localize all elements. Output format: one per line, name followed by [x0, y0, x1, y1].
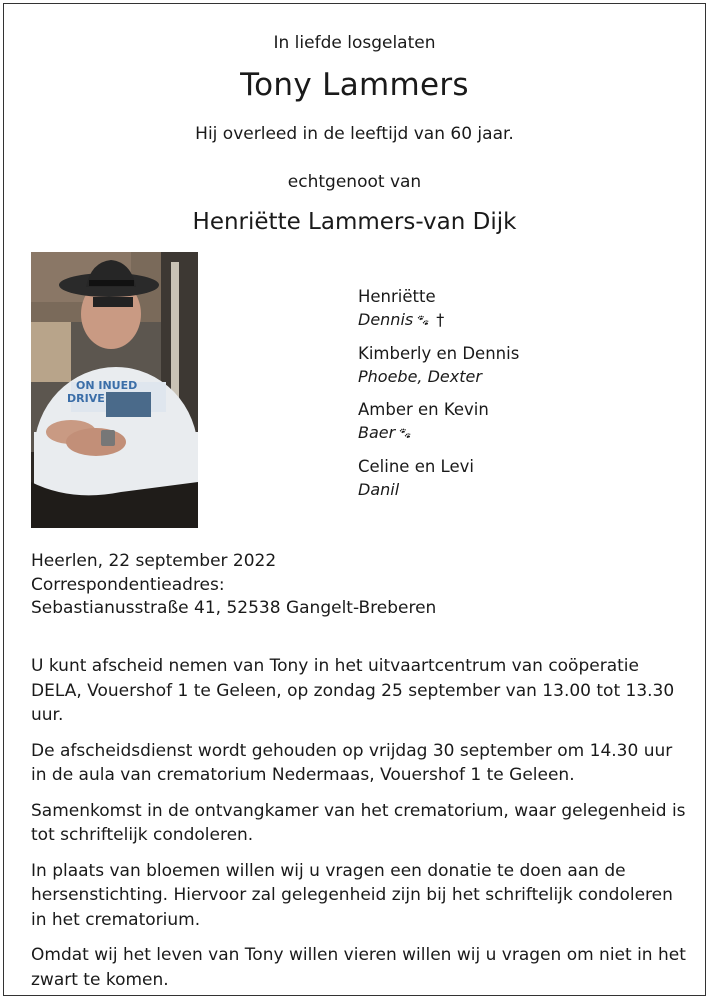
svg-text:ON INUED: ON INUED — [76, 379, 138, 392]
family-list — [358, 285, 678, 511]
family-children — [358, 308, 678, 332]
family-children: Danil — [358, 480, 400, 499]
family-group — [358, 455, 678, 501]
children-names: Dennis — [358, 310, 414, 329]
age-line: Hij overleed in de leeftijd van 60 jaar. — [195, 124, 514, 144]
deceased-name: Tony Lammers — [240, 67, 469, 103]
service-paragraph: De afscheidsdienst wordt gehouden op vrijdag 30 september om 14.30 uur in de aula van crematorium Nedermaas, Vouershof 1 te Geleen. — [31, 740, 673, 785]
farewell-paragraph: U kunt afscheid nemen van Tony in het uitvaartcentrum van coöperatie DELA, Vouershof 1 te Geleen, op zondag 25 september van 13.00 tot 13.30 uur. — [31, 656, 675, 725]
correspondence-address: Sebastianusstraße 41, 52538 Gangelt-Breberen — [31, 598, 437, 618]
portrait-photo — [31, 252, 198, 528]
gathering-paragraph: Samenkomst in de ontvangkamer van het crematorium, waar gelegenheid is tot schriftelijk condoleren. — [31, 800, 686, 845]
family-group — [358, 285, 678, 332]
announcement-paragraphs — [31, 654, 691, 1003]
cross-icon: † — [436, 310, 445, 329]
family-group — [358, 398, 678, 445]
donation-paragraph: In plaats van bloemen willen wij u vragen een donatie te doen aan de hersenstichting. Hiervoor zal gelegenheid zijn bij het schriftelijk condoleren in het crematorium. — [31, 860, 673, 930]
family-children: Phoebe, Dexter — [358, 367, 482, 386]
place-date: Heerlen, 22 september 2022 — [31, 551, 277, 571]
spouse-name: Henriëtte Lammers-van Dijk — [192, 209, 517, 235]
children-names: Baer — [358, 423, 396, 442]
family-member-name: Henriëtte — [358, 287, 436, 306]
family-member-name: Celine en Levi — [358, 457, 474, 476]
family-member-name: Kimberly en Dennis — [358, 344, 520, 363]
paw-icon: 🐾︎ — [398, 427, 413, 440]
family-children — [358, 421, 678, 445]
address-block — [31, 550, 436, 621]
dress-paragraph: Omdat wij het leven van Tony willen vieren willen wij u vragen om niet in het zwart te komen. — [31, 945, 686, 990]
intro-line: In liefde losgelaten — [273, 33, 436, 53]
spouse-of-line: echtgenoot van — [287, 172, 422, 192]
svg-text:DRIVE: DRIVE — [67, 392, 105, 405]
paw-icon: 🐾︎ — [416, 314, 431, 327]
obituary-card — [3, 3, 706, 996]
family-group — [358, 342, 678, 388]
correspondence-label: Correspondentieadres: — [31, 574, 225, 595]
family-member-name: Amber en Kevin — [358, 400, 489, 419]
